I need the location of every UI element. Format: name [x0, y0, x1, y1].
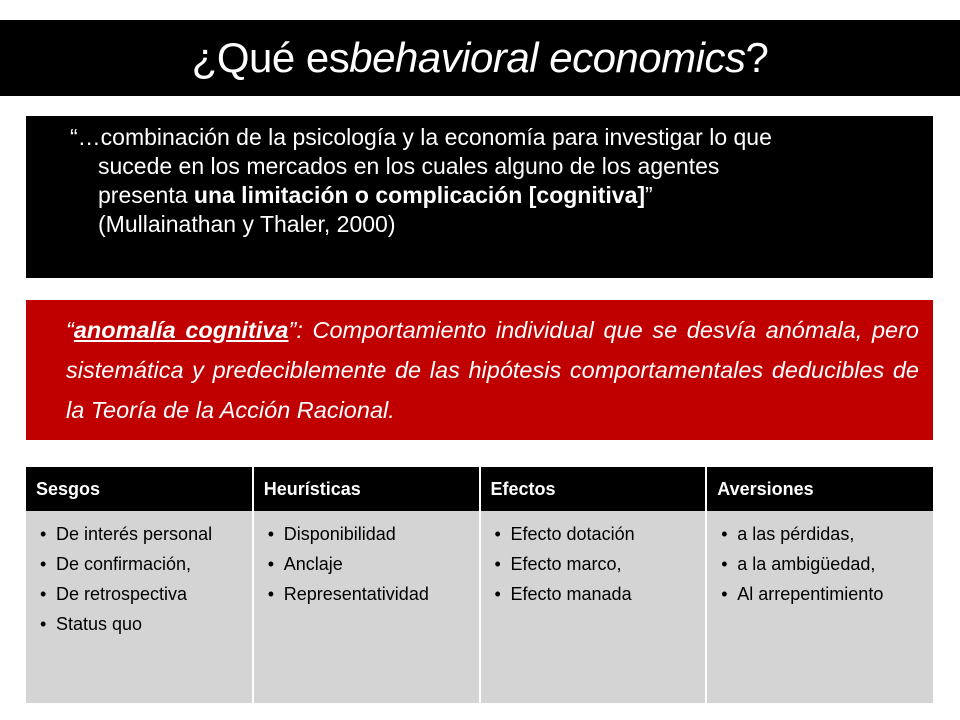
- table-row: [26, 511, 933, 703]
- list-item: • a las pérdidas,: [719, 521, 925, 547]
- categories-table: [26, 467, 933, 703]
- quote-line-1: “…combinación de la psicología y la economía para investigar lo que: [70, 124, 772, 150]
- list-item: • Representatividad: [266, 581, 471, 607]
- definition-text: Comportamiento individual que se desvía anómala, pero sistemática y predeciblemente de las hipótesis comportamentales deducibles de la Teoría de la Acción Racional.: [66, 317, 919, 423]
- title-suffix: ?: [745, 34, 769, 81]
- slide-title: [0, 20, 960, 96]
- quote-box: [26, 116, 933, 278]
- column-aversiones: [706, 511, 933, 703]
- title-emphasis: behavioral economics: [349, 34, 746, 81]
- sesgos-list: [38, 521, 244, 637]
- list-item: • Efecto dotación: [493, 521, 698, 547]
- aversiones-list: [719, 521, 925, 607]
- header-aversiones: Aversiones: [706, 467, 933, 511]
- definition-open-quote: “: [66, 317, 74, 343]
- heuristicas-list: [266, 521, 471, 607]
- list-item: • Al arrepentimiento: [719, 581, 925, 607]
- quote-line-3-start: presenta: [98, 182, 194, 208]
- column-sesgos: [26, 511, 253, 703]
- quote-citation: (Mullainathan y Thaler, 2000): [98, 211, 396, 237]
- efectos-list: [493, 521, 698, 607]
- quote-line-2: sucede en los mercados en los cuales alguno de los agentes: [98, 153, 720, 179]
- column-heuristicas: [253, 511, 480, 703]
- column-efectos: [480, 511, 707, 703]
- quote-bold-phrase: una limitación o complicación [cognitiva]: [193, 182, 646, 208]
- list-item: • Efecto marco,: [493, 551, 698, 577]
- list-item: • a la ambigüedad,: [719, 551, 925, 577]
- definition-close-quote: ”:: [288, 317, 313, 343]
- definition-term: anomalía cognitiva: [73, 317, 289, 343]
- quote-line-3: [70, 181, 909, 210]
- list-item: • De interés personal: [38, 521, 244, 547]
- list-item: • De retrospectiva: [38, 581, 244, 607]
- title-prefix: ¿Qué es: [191, 34, 350, 81]
- list-item: • Efecto manada: [493, 581, 698, 607]
- quote-line-3-end: ”: [645, 182, 653, 208]
- list-item: • De confirmación,: [38, 551, 244, 577]
- header-sesgos: Sesgos: [26, 467, 253, 511]
- definition-box: [26, 300, 933, 440]
- header-heuristicas: Heurísticas: [253, 467, 480, 511]
- table-header-row: [26, 467, 933, 511]
- list-item: • Disponibilidad: [266, 521, 471, 547]
- header-efectos: Efectos: [480, 467, 707, 511]
- list-item: • Status quo: [38, 611, 244, 637]
- list-item: • Anclaje: [266, 551, 471, 577]
